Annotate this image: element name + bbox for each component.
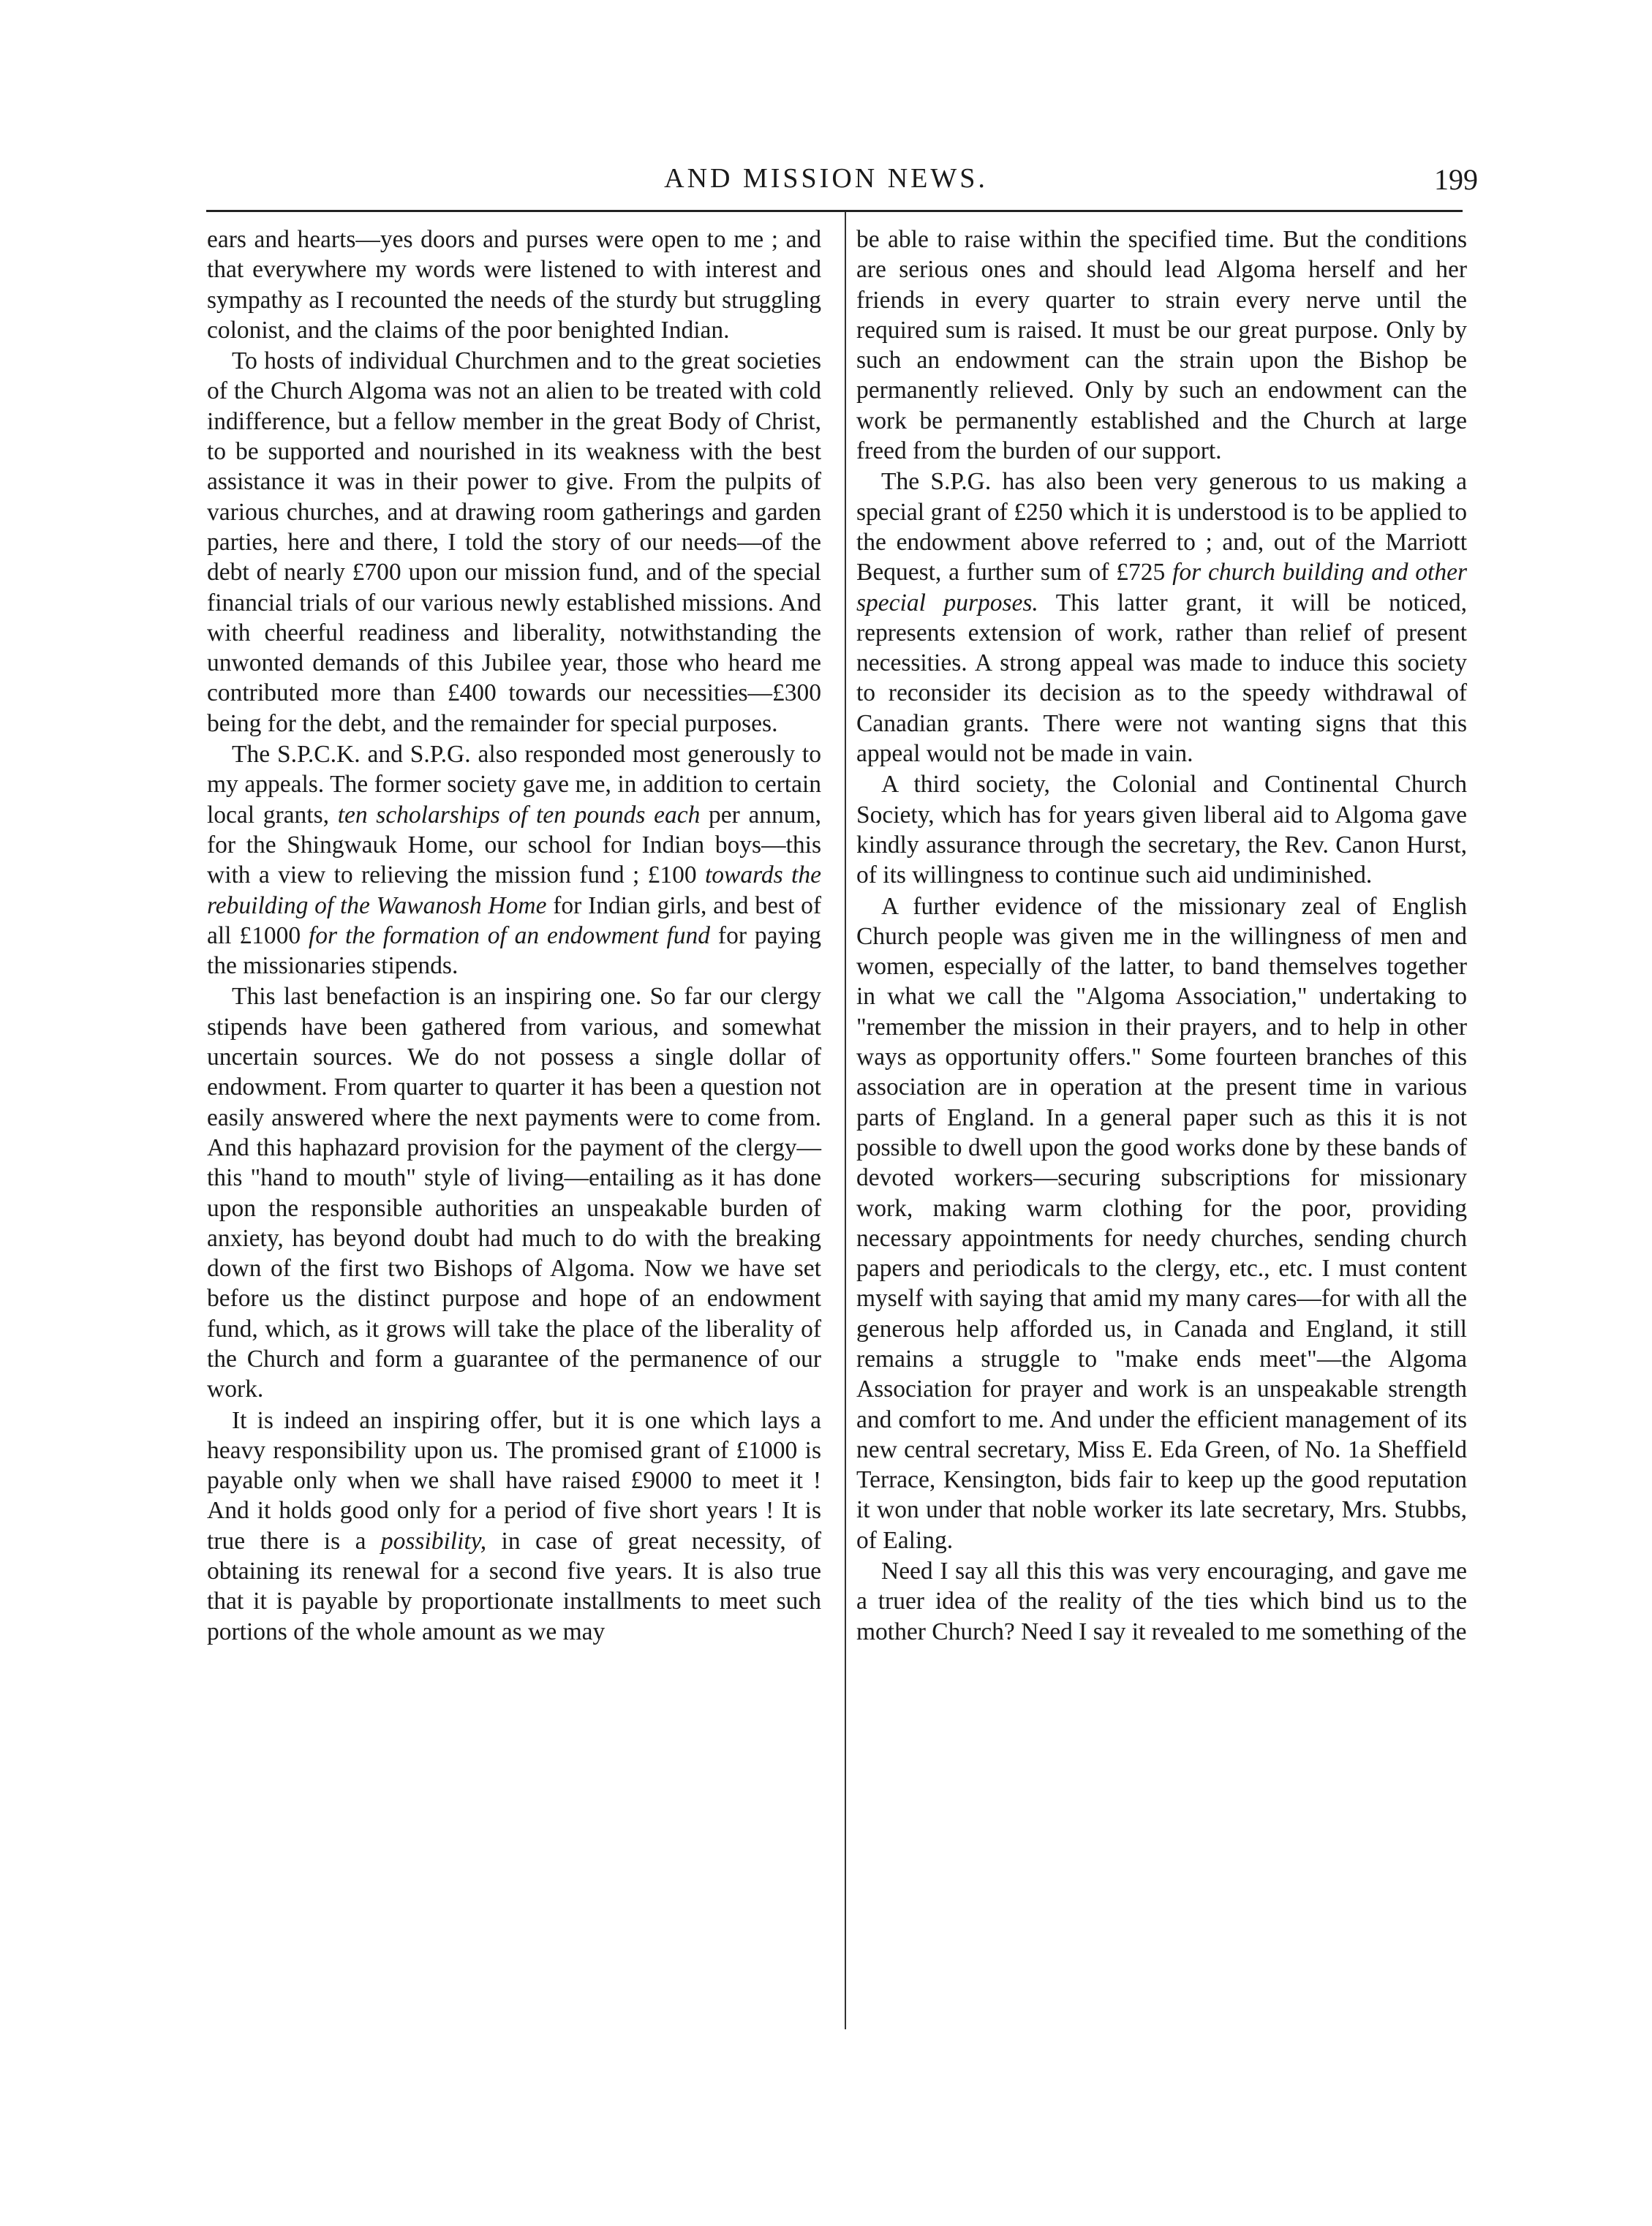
paragraph xyxy=(207,1406,821,1647)
text-run: for Indian girls, and best of all £1000 xyxy=(207,891,821,949)
text-run: The S.P.C.K. and S.P.G. also responded most generously to my appeals. The former society gave me, in addition to certain local grants, xyxy=(207,741,821,829)
italic-text: towards the rebuilding of the Wawanosh Home xyxy=(207,861,821,919)
paragraph: To hosts of individual Churchmen and to the great societies of the Church Algoma was not an alien to be treated with cold indifference, but a fellow member in the great Body of Christ, to be supported and nourished in its weakness with the best assistance it was in their power to give. From the pulpits of various churches, and at drawing room gatherings and garden parties, here and there, I told the story of our needs—of the debt of nearly £700 upon our mission fund, and of the special financial trials of our various newly established missions. And with cheerful readiness and liberality, notwithstanding the unwonted demands of this Jubilee year, those who heard me contributed more than £400 towards our necessities—£300 being for the debt, and the remainder for special purposes. xyxy=(207,347,821,737)
paragraph xyxy=(856,467,1467,769)
paragraph: be able to raise within the specified time. But the conditions are serious ones and should lead Algoma herself and her friends in every quarter to strain every nerve until the required sum is raised. It must be our great purpose. Only by such an endowment can the strain upon the Bishop be permanently relieved. Only by such an endowment can the work be permanently established and the Church at large freed from the burden of our support. xyxy=(856,226,1467,465)
text-run: The S.P.G. has also been very generous to us making a special grant of £250 which it is understood is to be applied to the endowment above referred to ; and, out of the Marriott Bequest, a further sum of £725 xyxy=(856,468,1467,586)
paragraph: This last benefaction is an inspiring one. So far our clergy stipends have been gathered from various, and somewhat uncertain sources. We do not possess a single dollar of endowment. From quarter to quarter it has been a question not easily answered where the next payments were to come from. And this haphazard provision for the payment of the clergy—this "hand to mouth" style of living—entailing as it has done upon the responsible authorities an unspeakable burden of anxiety, has beyond doubt had much to do with the breaking down of the first two Bishops of Algoma. Now we have set before us the distinct purpose and hope of an endowment fund, which, as it grows will take the place of the liberality of the Church and form a guarantee of the permanence of our work. xyxy=(207,983,821,1403)
text-run: This latter grant, it will be noticed, represents extension of work, rather than relief of present necessities. A strong appeal was made to induce this society to reconsider its decision as to the speedy withdrawal of Canadian grants. There were not wanting signs that this appeal would not be made in vain. xyxy=(856,589,1467,768)
left-column xyxy=(207,225,821,1647)
page-number: 199 xyxy=(1434,163,1478,196)
paragraph: A third society, the Colonial and Continental Church Society, which has for years given liberal aid to Algoma gave kindly assurance through the secretary, the Rev. Canon Hurst, of its willingness to continue such aid undiminished. xyxy=(856,771,1467,889)
paragraph: Need I say all this this was very encouraging, and gave me a truer idea of the reality of the ties which bind us to the mother Church? Need I say it revealed to me something of the xyxy=(856,1558,1467,1645)
text-run: It is indeed an inspiring offer, but it is one which lays a heavy responsibility upon us. The promised grant of £1000 is payable only when we shall have raised £9000 to meet it ! And it holds good only for a period of five short years ! It is true there is a xyxy=(207,1406,821,1555)
italic-text: possibility, xyxy=(380,1527,487,1555)
paragraph: ears and hearts—yes doors and purses were open to me ; and that everywhere my words were listened to with interest and sympathy as I recounted the needs of the sturdy but struggling colonist, and the claims of the poor benighted Indian. xyxy=(207,226,821,344)
italic-text: for church building and other special purposes. xyxy=(856,559,1467,616)
text-run: per annum, for the Shingwauk Home, our school for Indian boys—this with a view to relieving the mission fund ; £100 xyxy=(207,801,821,889)
text-run: in case of great necessity, of obtaining its renewal for a second five years. It is also true that it is payable by proportionate installments to meet such portions of the whole amount as we may xyxy=(207,1527,821,1645)
italic-text: for the formation of an endowment fund xyxy=(308,921,711,949)
right-column xyxy=(856,225,1467,1647)
header-rule xyxy=(206,210,1463,212)
italic-text: ten scholarships of ten pounds each xyxy=(337,801,701,829)
paragraph xyxy=(207,739,821,981)
paragraph: A further evidence of the missionary zeal of English Church people was given me in the willingness of men and women, especially of the latter, to band themselves together in what we call the "Algoma Association," undertaking to "remember the mission in their prayers, and to help in other ways as opportunity offers." Some fourteen branches of this association are in operation at the present time in various parts of England. In a general paper such as this it is not possible to dwell upon the good works done by these bands of devoted workers—securing subscriptions for missionary work, making warm clothing for the poor, providing necessary appointments for needy churches, sending church papers and periodicals to the clergy, etc., etc. I must content myself with saying that amid my many cares—for with all the generous help afforded us, in Canada and England, it still remains a struggle to "make ends meet"—the Algoma Association for prayer and work is an unspeakable strength and comfort to me. And under the efficient management of its new central secretary, Miss E. Eda Green, of No. 1a Sheffield Terrace, Kensington, bids fair to keep up the good reputation it won under that noble worker its late secretary, Mrs. Stubbs, of Ealing. xyxy=(856,892,1467,1554)
running-header-title: AND MISSION NEWS. xyxy=(664,163,988,194)
column-divider xyxy=(845,212,846,2029)
text-run: for paying the missionaries stipends. xyxy=(207,921,822,980)
